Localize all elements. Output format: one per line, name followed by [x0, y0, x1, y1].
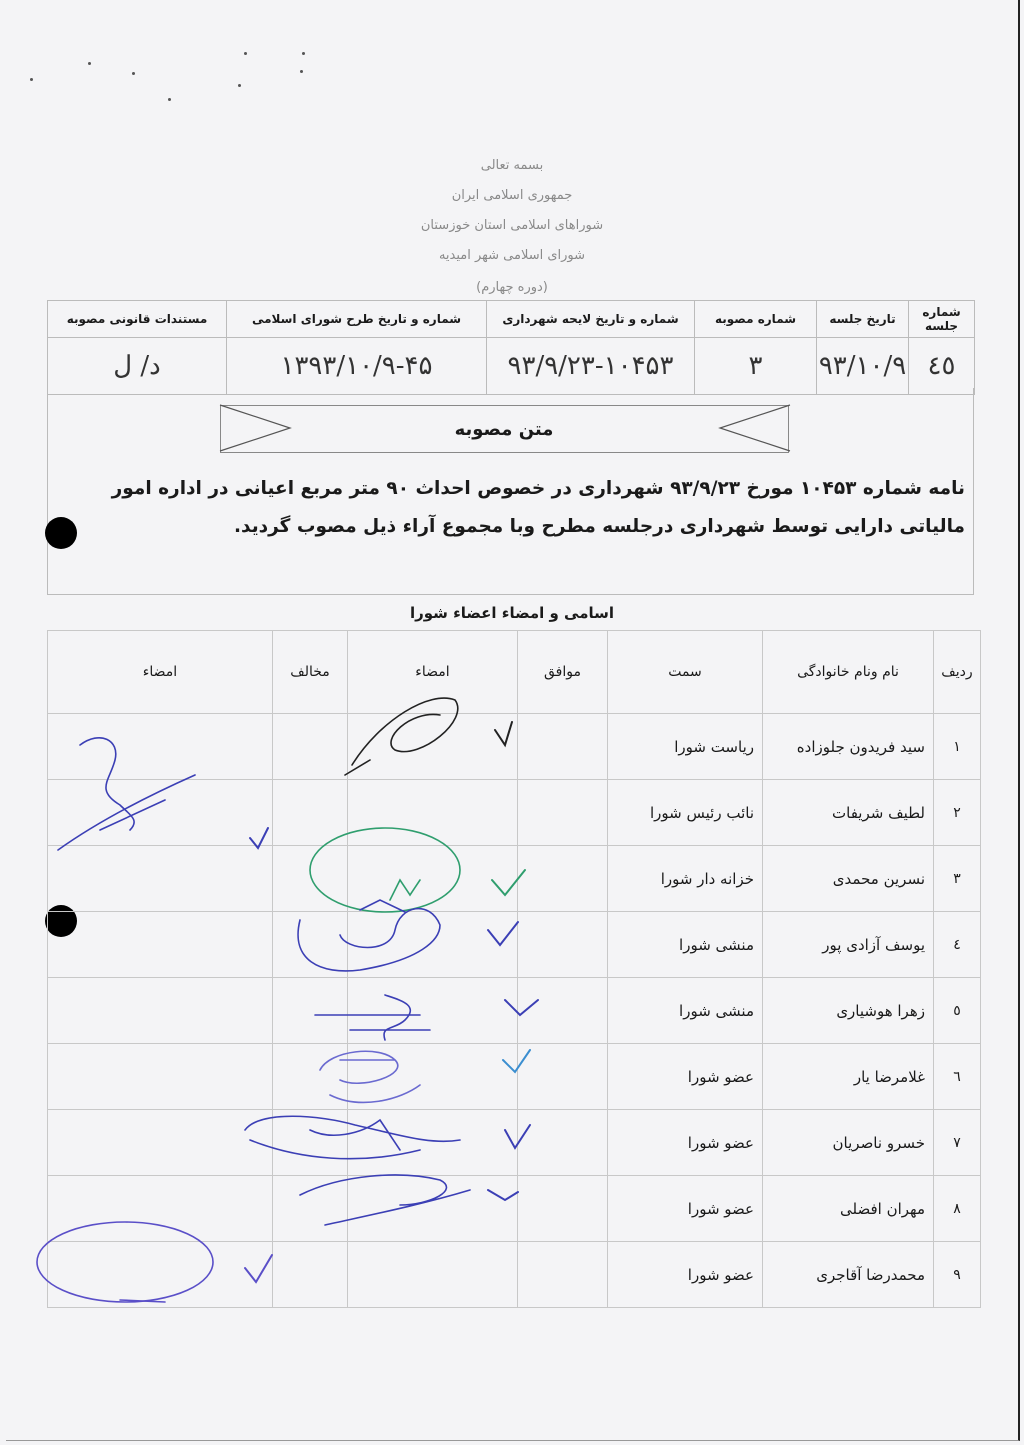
members-title: اسامی و امضاء اعضاء شورا [409, 604, 615, 622]
member-name: مهران افضلی [763, 1176, 934, 1242]
col-header-disagree-signature: امضاء [48, 631, 273, 714]
disagree-signature-cell [48, 1110, 273, 1176]
agree-signature-cell [348, 1044, 518, 1110]
disagree-cell [273, 912, 348, 978]
col-header-row: ردیف [934, 631, 981, 714]
resolution-body-text: نامه شماره ۱۰۴۵۳ مورخ ۹۳/۹/۲۳ شهرداری در خصوص احداث ۹۰ متر مربع اعیانی در اداره امور مالیاتی دارایی توسط شهرداری درجلسه مطرح وبا مجموع آراء ذیل مصوب گردید. [111, 478, 965, 537]
agree-cell [518, 1110, 608, 1176]
disagree-signature-cell [48, 912, 273, 978]
member-name: محمدرضا آقاجری [763, 1242, 934, 1308]
agree-cell [518, 978, 608, 1044]
row-number: ۱ [934, 714, 981, 780]
table-row [48, 714, 981, 780]
banner-right-ornament [648, 405, 789, 453]
agree-cell [518, 1242, 608, 1308]
header-country: جمهوری اسلامی ایران [451, 188, 573, 203]
meta-header-municipal-bill: شماره و تاریخ لایحه شهرداری [487, 301, 695, 338]
disagree-cell [273, 1110, 348, 1176]
member-role: منشی شورا [608, 912, 763, 978]
disagree-cell [273, 846, 348, 912]
member-name: نسرین محمدی [763, 846, 934, 912]
disagree-signature-cell [48, 1044, 273, 1110]
member-role: عضو شورا [608, 1176, 763, 1242]
col-header-agree: موافق [518, 631, 608, 714]
member-role: عضو شورا [608, 1242, 763, 1308]
disagree-cell [273, 1242, 348, 1308]
agree-signature-cell [348, 1242, 518, 1308]
meta-header-resolution-number: شماره مصوبه [695, 301, 817, 338]
disagree-cell [273, 780, 348, 846]
disagree-signature-cell [48, 714, 273, 780]
agree-signature-cell [348, 780, 518, 846]
resolution-title: متن مصوبه [360, 405, 648, 453]
member-role: عضو شورا [608, 1044, 763, 1110]
col-header-role: سمت [608, 631, 763, 714]
agree-cell [518, 780, 608, 846]
disagree-cell [273, 1044, 348, 1110]
member-name: یوسف آزادی پور [763, 912, 934, 978]
meta-value-session-number: ٤٥ [909, 338, 975, 395]
member-role: خزانه دار شورا [608, 846, 763, 912]
row-number: ۲ [934, 780, 981, 846]
disagree-cell [273, 1176, 348, 1242]
row-number: ۷ [934, 1110, 981, 1176]
members-table [47, 630, 981, 1308]
disagree-cell [273, 978, 348, 1044]
agree-signature-cell [348, 1110, 518, 1176]
member-name: لطیف شریفات [763, 780, 934, 846]
table-row [48, 1110, 981, 1176]
member-role: عضو شورا [608, 1110, 763, 1176]
header-term: (دوره چهارم) [476, 280, 548, 295]
agree-signature-cell [348, 912, 518, 978]
col-header-name: نام ونام خانوادگی [763, 631, 934, 714]
agree-cell [518, 1176, 608, 1242]
disagree-signature-cell [48, 1242, 273, 1308]
member-role: ریاست شورا [608, 714, 763, 780]
punch-hole-top [45, 517, 77, 549]
table-row [48, 912, 981, 978]
header-basmala: بسمه تعالی [480, 158, 544, 173]
resolution-meta-table [47, 300, 975, 395]
disagree-signature-cell [48, 780, 273, 846]
disagree-cell [273, 714, 348, 780]
row-number: ۳ [934, 846, 981, 912]
member-name: زهرا هوشیاری [763, 978, 934, 1044]
banner-left-ornament [220, 405, 361, 453]
table-row [48, 1044, 981, 1110]
meta-header-session-date: تاریخ جلسه [817, 301, 909, 338]
member-name: سید فریدون جلوزاده [763, 714, 934, 780]
meta-header-legal-basis: مستندات قانونی مصوبه [48, 301, 227, 338]
agree-signature-cell [348, 714, 518, 780]
table-row [48, 1176, 981, 1242]
row-number: ٥ [934, 978, 981, 1044]
table-row [48, 780, 981, 846]
member-role: منشی شورا [608, 978, 763, 1044]
member-name: غلامرضا یار [763, 1044, 934, 1110]
col-header-disagree: مخالف [273, 631, 348, 714]
meta-value-session-date: ۹۳/۱۰/۹ [817, 338, 909, 395]
agree-cell [518, 912, 608, 978]
agree-cell [518, 714, 608, 780]
col-header-agree-signature: امضاء [348, 631, 518, 714]
row-number: ۸ [934, 1176, 981, 1242]
table-row [48, 978, 981, 1044]
meta-value-council-plan: ۱۳۹۳/۱۰/۹-۴۵ [227, 338, 487, 395]
meta-value-legal-basis: د/ ل [48, 338, 227, 395]
meta-value-municipal-bill: ۹۳/۹/۲۳-۱۰۴۵۳ [487, 338, 695, 395]
table-row [48, 1242, 981, 1308]
member-role: نائب رئیس شورا [608, 780, 763, 846]
row-number: ٦ [934, 1044, 981, 1110]
header-province-councils: شوراهای اسلامی استان خوزستان [420, 218, 604, 233]
row-number: ٤ [934, 912, 981, 978]
agree-cell [518, 1044, 608, 1110]
agree-signature-cell [348, 1176, 518, 1242]
agree-cell [518, 846, 608, 912]
meta-header-session-number: شماره جلسه [909, 301, 975, 338]
disagree-signature-cell [48, 846, 273, 912]
member-name: خسرو ناصریان [763, 1110, 934, 1176]
meta-header-council-plan: شماره و تاریخ طرح شورای اسلامی [227, 301, 487, 338]
disagree-signature-cell [48, 1176, 273, 1242]
meta-value-resolution-number: ٣ [695, 338, 817, 395]
agree-signature-cell [348, 978, 518, 1044]
header-city-council: شورای اسلامی شهر امیدیه [438, 248, 586, 263]
agree-signature-cell [348, 846, 518, 912]
row-number: ۹ [934, 1242, 981, 1308]
disagree-signature-cell [48, 978, 273, 1044]
table-row [48, 846, 981, 912]
